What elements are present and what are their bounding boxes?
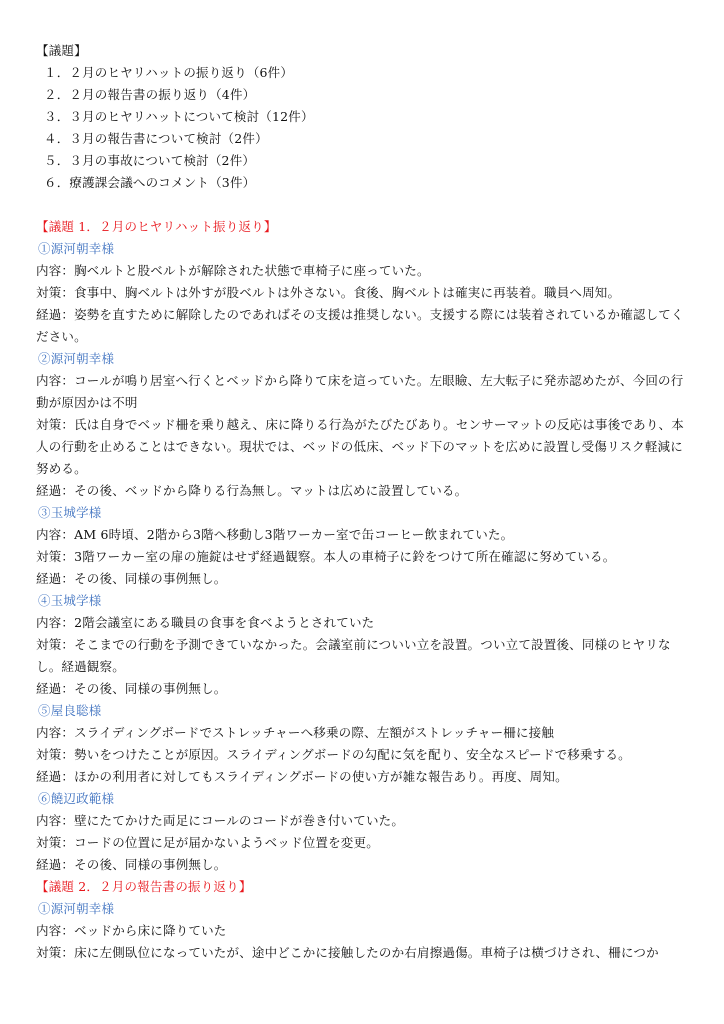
agenda-item-4: ４．３月の報告書について検討（2件）: [44, 131, 268, 146]
case-subject: ①源河朝幸様: [38, 241, 115, 256]
agenda-item-2: ２．２月の報告書の振り返り（4件）: [44, 87, 256, 102]
agenda-item-3: ３．３月のヒヤリハットについて検討（12件）: [44, 109, 314, 124]
case-progress: 経過：その後、同様の事例無し。: [36, 571, 227, 586]
section-spacer: [36, 194, 692, 216]
case-progress: 経過：その後、ベッドから降りる行為無し。マットは広めに設置している。: [36, 483, 468, 498]
case-content: 内容：2階会議室にある職員の食事を食べようとされていた: [36, 615, 375, 630]
case-subject: ③玉城学様: [38, 505, 102, 520]
case-progress: 経過：その後、同様の事例無し。: [36, 681, 227, 696]
case-progress: 経過：姿勢を直すために解除したのであればその支援は推奨しない。支援する際には装着されているか確認してください。: [36, 307, 684, 344]
document-page: [36, 40, 692, 964]
section-2-heading: 【議題 2．２月の報告書の振り返り】: [36, 879, 252, 894]
case-content: 内容：スライディングボードでストレッチャーへ移乗の際、左額がストレッチャー柵に接触: [36, 725, 555, 740]
case-measure: 対策：そこまでの行動を予測できていなかった。会議室前についい立を設置。つい立て設置後、同様のヒヤリなし。経過観察。: [36, 637, 671, 674]
case-subject: ①源河朝幸様: [38, 901, 115, 916]
section-1-heading: 【議題 1．２月のヒヤリハット振り返り】: [36, 219, 277, 234]
agenda-item-6: ６．療護課会議へのコメント（3件）: [44, 175, 256, 190]
case-measure: 対策：コードの位置に足が届かないようベッド位置を変更。: [36, 835, 379, 850]
agenda-item-1: １．２月のヒヤリハットの振り返り（6件）: [44, 65, 294, 80]
case-content: 内容：壁にたてかけた両足にコールのコードが巻き付いていた。: [36, 813, 405, 828]
case-progress: 経過：ほかの利用者に対してもスライディングボードの使い方が雑な報告あり。再度、周知。: [36, 769, 568, 784]
case-measure: 対策：氏は自身でベッド柵を乗り越え、床に降りる行為がたびたびあり。センサーマットの反応は事後であり、本人の行動を止めることはできない。現状では、ベッドの低床、ベッド下のマットを広めに設置し受傷リスク軽減に努める。: [36, 417, 684, 476]
case-content: 内容：ベッドから床に降りていた: [36, 923, 227, 938]
case-subject: ⑥饒辺政範様: [38, 791, 115, 806]
agenda-item-5: ５．３月の事故について検討（2件）: [44, 153, 256, 168]
case-measure: 対策：3階ワーカー室の扉の施錠はせず経過観察。本人の車椅子に鈴をつけて所在確認に努めている。: [36, 549, 616, 564]
case-content: 内容：AM 6時頃、2階から3階へ移動し3階ワーカー室で缶コーヒー飲まれていた。: [36, 527, 514, 542]
agenda-title: 【議題】: [36, 43, 87, 58]
case-subject: ④玉城学様: [38, 593, 102, 608]
case-content: 内容：胸ベルトと股ベルトが解除された状態で車椅子に座っていた。: [36, 263, 430, 278]
case-subject: ②源河朝幸様: [38, 351, 115, 366]
case-measure: 対策：食事中、胸ベルトは外すが股ベルトは外さない。食後、胸ベルトは確実に再装着。職員へ周知。: [36, 285, 621, 300]
case-content: 内容：コールが鳴り居室へ行くとベッドから降りて床を這っていた。左眼瞼、左大転子に発赤認めたが、今回の行動が原因かは不明: [36, 373, 684, 410]
case-subject: ⑤屋良聡様: [38, 703, 102, 718]
case-measure: 対策：勢いをつけたことが原因。スライディングボードの勾配に気を配り、安全なスピードで移乗する。: [36, 747, 631, 762]
case-measure: 対策：床に左側臥位になっていたが、途中どこかに接触したのか右肩擦過傷。車椅子は横づけされ、柵につか: [36, 945, 659, 960]
case-progress: 経過：その後、同様の事例無し。: [36, 857, 227, 872]
